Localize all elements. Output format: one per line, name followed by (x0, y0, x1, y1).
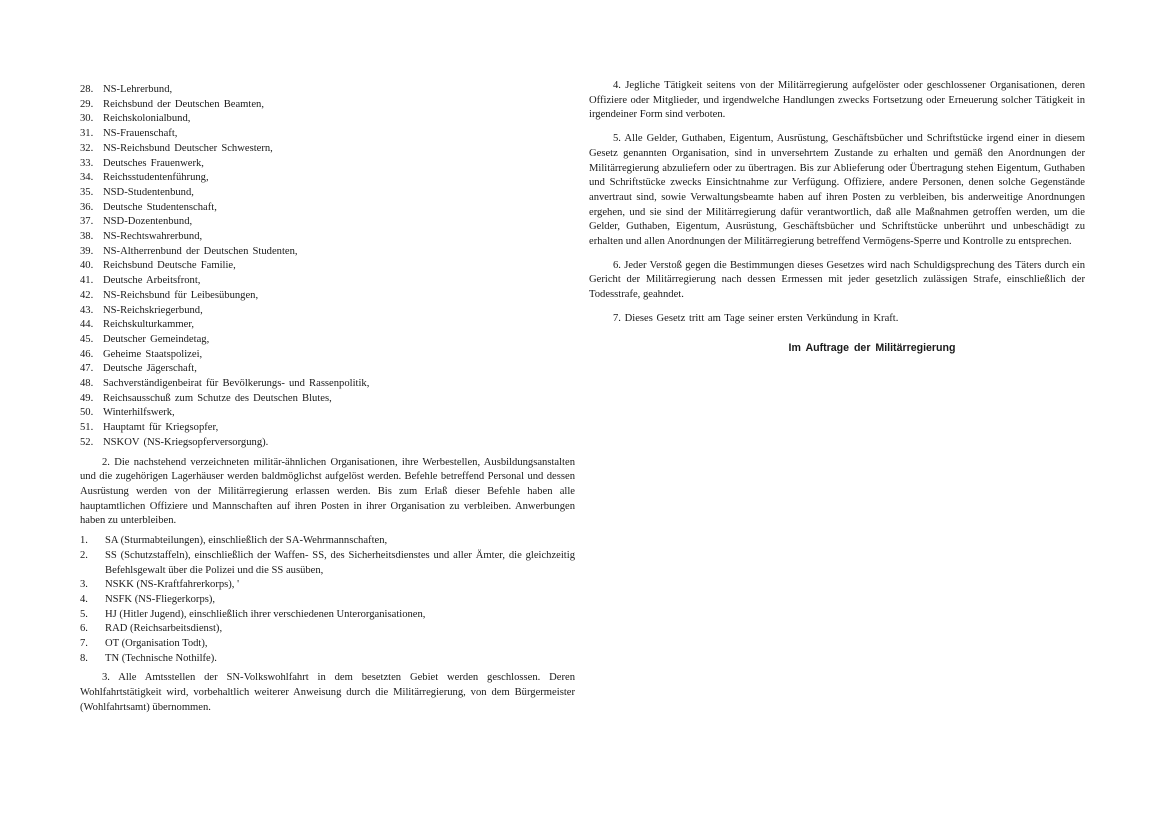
paragraph-2: 2. Die nachstehend verzeichneten militär-ähnlichen Organisationen, ihre Werbestellen, Ausbildungsanstalten und die zugehörigen Lagerhäuser werden baldmöglichst aufgelöst werden. Befehle betreffend Personal und dessen Ausrüstung werden von der Militärregierung erlassen werden. Bis zum Erlaß dieser Befehle haben alle hauptamtlichen Offiziere und Mannschaften auf ihren Posten in ihrer Organisation zu verbleiben. Anwerbungen haben zu unterbleiben. (80, 456, 575, 527)
military-organization-item (80, 637, 575, 652)
organization-item (80, 436, 575, 451)
list-item-number: 48. (80, 378, 94, 390)
list-item-text: Deutsche Jägerschaft, (103, 363, 197, 375)
organization-item (80, 157, 575, 172)
list-item-text: NS-Altherrenbund der Deutschen Studenten, (103, 245, 298, 257)
organization-item (80, 377, 575, 392)
list-item-number: 35. (80, 186, 94, 198)
list-item-number: 51. (80, 422, 94, 434)
list-item-text: Reichsstudentenführung, (103, 172, 209, 184)
list-item-number: 40. (80, 260, 94, 272)
organization-item (80, 83, 575, 98)
list-item-text: Geheime Staatspolizei, (103, 348, 203, 360)
paragraph-5: 5. Alle Gelder, Guthaben, Eigentum, Ausrüstung, Geschäftsbücher und Schriftstücke irgend einer in diesem Gesetz genannten Organisation, sind in unversehrtem Zustande zu erhalten und gemäß den Anordnungen der Militärregierung abzuliefern oder zu übertragen. Bis zur Ablieferung oder Übertragung stehen Eigentum, Guthaben und Schriftstücke zwecks Einsichtnahme zur Verfügung. Offiziere, andere Personen, denen solche Gegenstände anvertraut sind, sowie Verwaltungsbeamte haben auf ihren Posten zu verbleiben, bis anderweitige Anordnungen ergehen, und sie sind der Militärregierung dafür verantwortlich, daß alle Maßnahmen getroffen werden, um die Gelder, Guthaben, Eigentum, Ausrüstung, Geschäftsbücher und Schriftstücke unberührt und unbeschädigt zu erhalten und allen Anordnungen der Militärregierung betreffend Vermögens-Sperre und Kontrolle zu entsprechen. (589, 133, 1085, 248)
list-item-number: 49. (80, 392, 94, 404)
organization-item (80, 362, 575, 377)
military-organization-list (80, 534, 575, 666)
list-item-number: 8. (80, 652, 88, 664)
organization-item (80, 421, 575, 436)
list-item-number: 45. (80, 333, 94, 345)
right-column (589, 79, 1085, 355)
left-column (80, 83, 575, 721)
list-item-number: 44. (80, 319, 94, 331)
list-item-number: 30. (80, 113, 94, 125)
organization-list (80, 83, 575, 451)
list-item-text: NSKK (NS-Kraftfahrerkorps), ' (105, 579, 239, 591)
list-item-text: HJ (Hitler Jugend), einschließlich ihrer verschiedenen Unterorganisationen, (105, 608, 426, 620)
organization-item (80, 274, 575, 289)
organization-item (80, 98, 575, 113)
list-item-text: NSD-Studentenbund, (103, 186, 194, 198)
organization-item (80, 112, 575, 127)
list-item-number: 36. (80, 201, 94, 213)
list-item-number: 29. (80, 98, 94, 110)
list-item-number: 28. (80, 84, 94, 95)
organization-item (80, 127, 575, 142)
list-item-number: 33. (80, 157, 94, 169)
list-item-number: 32. (80, 142, 94, 154)
organization-item (80, 348, 575, 363)
paragraph-7: 7. Dieses Gesetz tritt am Tage seiner ersten Verkündung in Kraft. (613, 312, 899, 324)
list-item-number: 37. (80, 216, 94, 228)
list-item-text: Deutsches Frauenwerk, (103, 157, 204, 169)
list-item-text: Winterhilfswerk, (103, 407, 175, 419)
list-item-number: 34. (80, 172, 94, 184)
list-item-text: Reichsbund der Deutschen Beamten, (103, 98, 265, 110)
list-item-text: NS-Frauenschaft, (103, 128, 178, 140)
list-item-text: NSD-Dozentenbund, (103, 216, 193, 228)
military-organization-item (80, 534, 575, 549)
organization-item (80, 230, 575, 245)
list-item-text: TN (Technische Nothilfe). (105, 652, 217, 664)
list-item-text: NSFK (NS-Fliegerkorps), (105, 593, 216, 605)
organization-item (80, 392, 575, 407)
list-item-number: 52. (80, 436, 94, 448)
list-item-text: NS-Reichsbund für Leibesübungen, (103, 289, 259, 301)
organization-item (80, 304, 575, 319)
organization-item (80, 215, 575, 230)
list-item-text: OT (Organisation Todt), (105, 638, 208, 650)
list-item-text: NS-Rechtswahrerbund, (103, 231, 203, 243)
military-organization-item (80, 652, 575, 667)
military-organization-item (80, 593, 575, 608)
list-item-number: 3. (80, 579, 88, 591)
paragraph-4: 4. Jegliche Tätigkeit seitens von der Militärregierung aufgelöster oder geschlossener Organisationen, deren Offiziere oder Mitglieder, und irgendwelche Handlungen zwecks Fortsetzung oder Erneuerung solcher Tätigkeit in irgendeiner Form sind verboten. (589, 80, 1085, 121)
list-item-number: 38. (80, 231, 94, 243)
list-item-number: 6. (80, 623, 88, 635)
signature-line: Im Auftrage der Militärregierung (788, 341, 956, 354)
paragraph-3: 3. Alle Amtsstellen der SN-Volkswohlfahrt in dem besetzten Gebiet werden geschlossen. Deren Wohlfahrtstätigkeit wird, vorbehaltlich weiterer Anweisung durch die Militärregierung, von dem Bürgermeister (Wohlfahrtsamt) übernommen. (80, 672, 575, 713)
list-item-text: Deutsche Arbeitsfront, (103, 275, 201, 287)
list-item-text: Deutscher Gemeindetag, (103, 333, 210, 345)
list-item-number: 42. (80, 289, 94, 301)
list-item-number: 7. (80, 638, 88, 650)
organization-item (80, 406, 575, 421)
list-item-text: Reichskolonialbund, (103, 113, 191, 125)
organization-item (80, 289, 575, 304)
organization-item (80, 201, 575, 216)
list-item-number: 41. (80, 275, 94, 287)
list-item-number: 46. (80, 348, 94, 360)
organization-item (80, 245, 575, 260)
list-item-text: SS (Schutzstaffeln), einschließlich der Waffen- SS, des Sicherheitsdienstes und aller Ämter, die gleichzeitig Befehlsgewalt über die Polizei und die SS ausüben, (105, 549, 575, 576)
list-item-text: Reichskulturkammer, (103, 319, 195, 331)
list-item-text: NS-Reichskriegerbund, (103, 304, 203, 316)
organization-item (80, 259, 575, 274)
list-item-number: 31. (80, 128, 94, 140)
list-item-number: 4. (80, 593, 88, 605)
list-item-text: NSKOV (NS-Kriegsopferversorgung). (103, 436, 269, 448)
list-item-text: SA (Sturmabteilungen), einschließlich der SA-Wehrmannschaften, (105, 535, 388, 547)
list-item-text: Deutsche Studentenschaft, (103, 201, 217, 213)
list-item-text: NS-Lehrerbund, (103, 84, 173, 95)
list-item-text: Hauptamt für Kriegsopfer, (103, 422, 219, 434)
organization-item (80, 333, 575, 348)
list-item-number: 50. (80, 407, 94, 419)
paragraph-6: 6. Jeder Verstoß gegen die Bestimmungen dieses Gesetzes wird nach Schuldigsprechung des Täters durch ein Gericht der Militärregierung nach dessen Ermessen mit jeder gesetzlich zulässigen Strafe, einschließlich der Todesstrafe, geahndet. (589, 259, 1085, 301)
organization-item (80, 186, 575, 201)
organization-item (80, 171, 575, 186)
list-item-text: NS-Reichsbund Deutscher Schwestern, (103, 142, 273, 154)
organization-item (80, 318, 575, 333)
list-item-text: RAD (Reichsarbeitsdienst), (105, 623, 223, 635)
military-organization-item (80, 622, 575, 637)
list-item-number: 5. (80, 608, 88, 620)
military-organization-item (80, 608, 575, 623)
military-organization-item (80, 549, 575, 578)
organization-item (80, 142, 575, 157)
list-item-number: 47. (80, 363, 94, 375)
list-item-text: Reichsausschuß zum Schutze des Deutschen Blutes, (103, 392, 332, 404)
list-item-text: Reichsbund Deutsche Familie, (103, 260, 236, 272)
list-item-number: 2. (80, 549, 88, 561)
military-organization-item (80, 578, 575, 593)
list-item-number: 39. (80, 245, 94, 257)
list-item-number: 43. (80, 304, 94, 316)
list-item-text: Sachverständigenbeirat für Bevölkerungs- und Rassenpolitik, (103, 378, 370, 390)
list-item-number: 1. (80, 535, 88, 547)
